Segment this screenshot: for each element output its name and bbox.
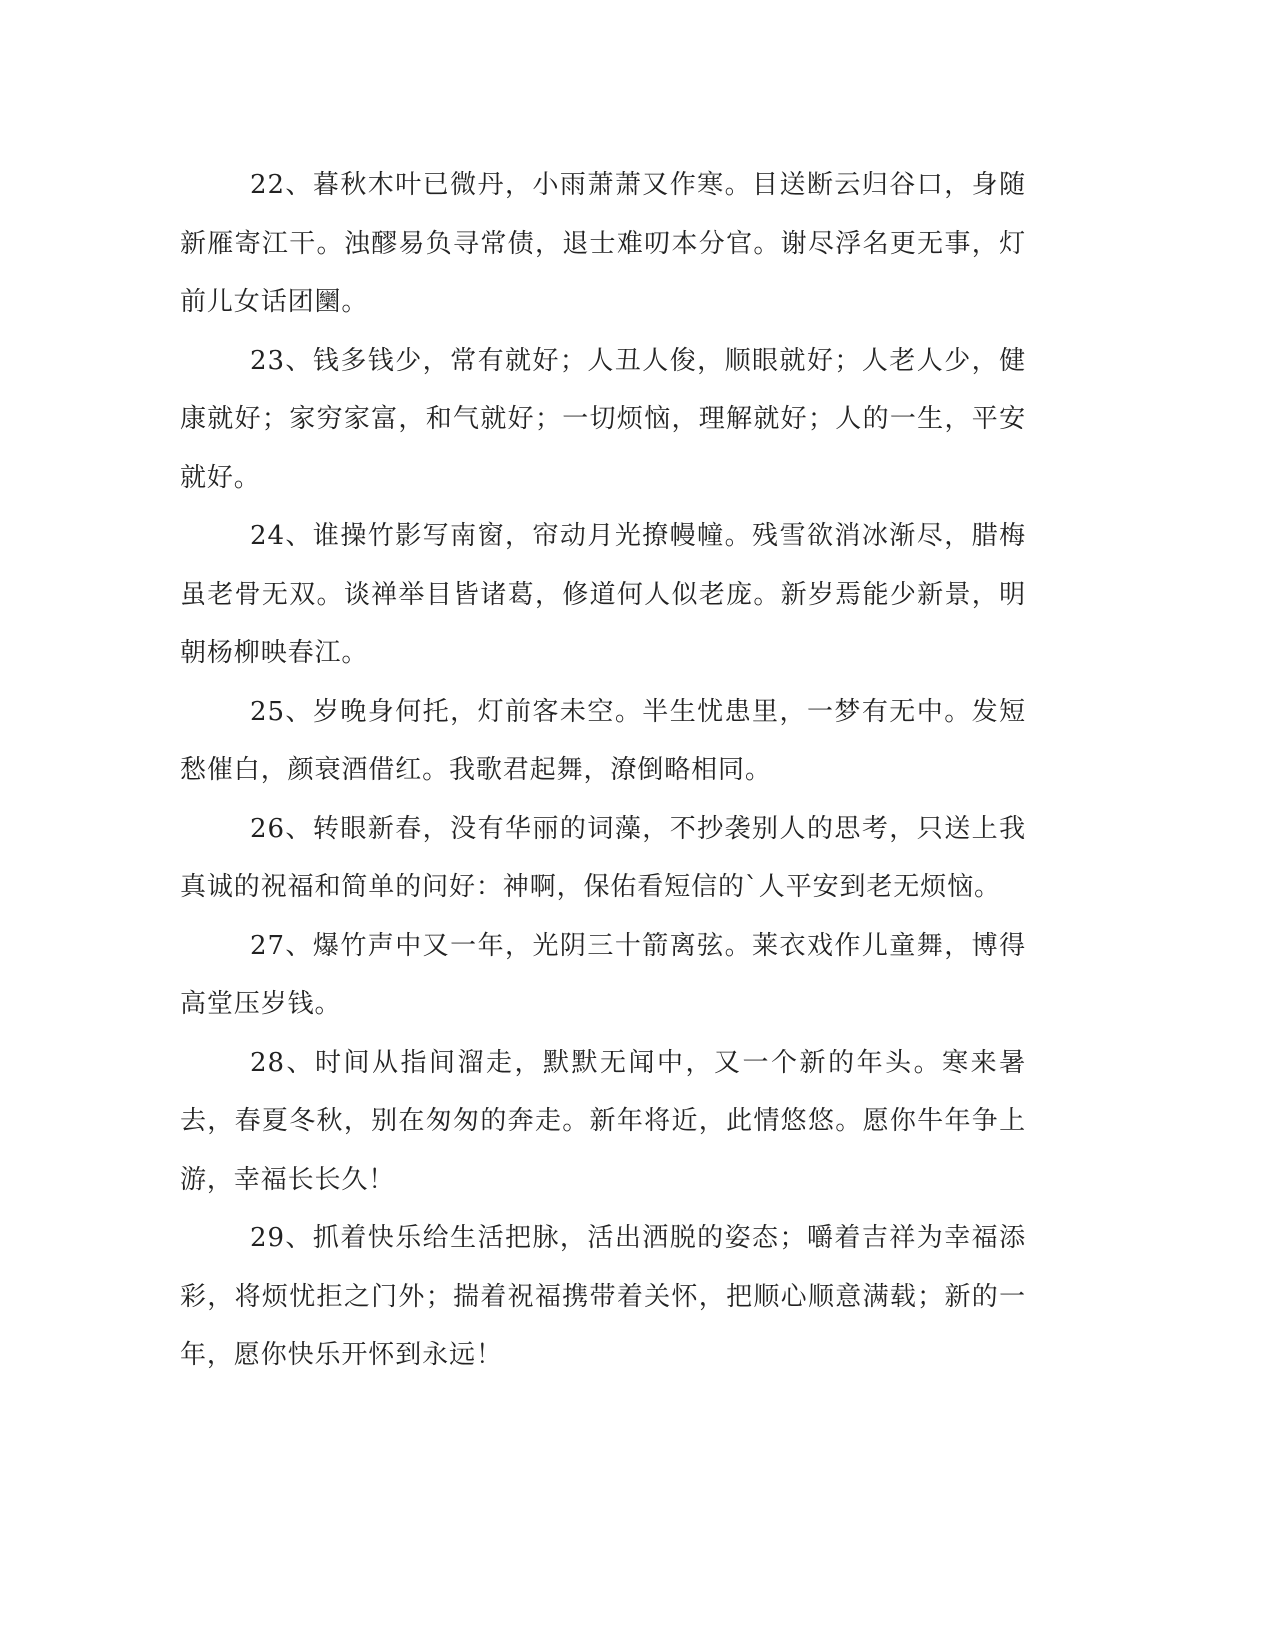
paragraph-26: 26、转眼新春，没有华丽的词藻，不抄袭别人的思考，只送上我真诚的祝福和简单的问好：神啊，保佑看短信的`人平安到老无烦恼。 bbox=[180, 813, 1026, 902]
paragraph-29: 29、抓着快乐给生活把脉，活出洒脱的姿态；嚼着吉祥为幸福添彩，将烦忧拒之门外；揣着祝福携带着关怀，把顺心顺意满载；新的一年，愿你快乐开怀到永远！ bbox=[180, 1223, 1026, 1370]
paragraph-22: 22、暮秋木叶已微丹，小雨萧萧又作寒。目送断云归谷口，身随新雁寄江干。浊醪易负寻常债，退士难叨本分官。谢尽浮名更无事，灯前儿女话团圞。 bbox=[180, 170, 1026, 317]
paragraph-28: 28、时间从指间溜走，默默无闻中，又一个新的年头。寒来暑去，春夏冬秋，别在匆匆的奔走。新年将近，此情悠悠。愿你牛年争上游，幸福长长久！ bbox=[180, 1047, 1026, 1195]
paragraph-27: 27、爆竹声中又一年，光阴三十箭离弦。莱衣戏作儿童舞，博得高堂压岁钱。 bbox=[180, 930, 1026, 1019]
paragraph-24: 24、谁操竹影写南窗，帘动月光撩幔幢。残雪欲消冰渐尽，腊梅虽老骨无双。谈禅举目皆诸葛，修道何人似老庞。新岁焉能少新景，明朝杨柳映春江。 bbox=[180, 521, 1026, 668]
document-body bbox=[180, 156, 1026, 1385]
paragraph-25: 25、岁晚身何托，灯前客未空。半生忧患里，一梦有无中。发短愁催白，颜衰酒借红。我歌君起舞，潦倒略相同。 bbox=[180, 696, 1026, 785]
paragraph-23: 23、钱多钱少，常有就好；人丑人俊，顺眼就好；人老人少，健康就好；家穷家富，和气就好；一切烦恼，理解就好；人的一生，平安就好。 bbox=[180, 345, 1026, 493]
